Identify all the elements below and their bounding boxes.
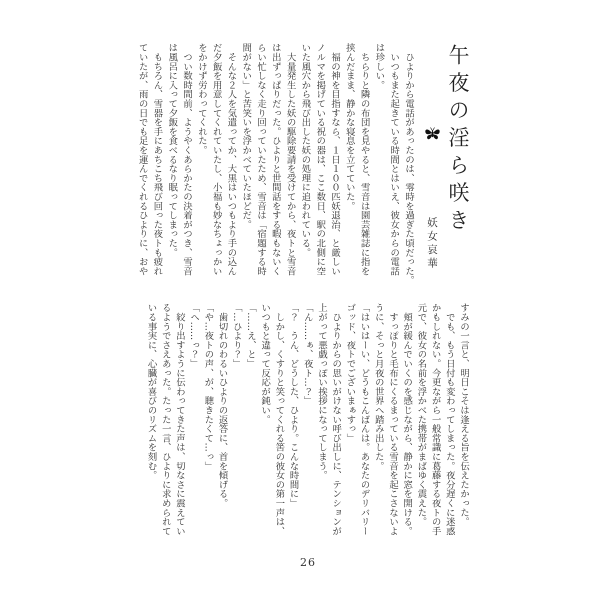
text-column: 大量発生した妖の駆除要請を受けてから、夜トと雪音 bbox=[284, 43, 296, 276]
page-number: 26 bbox=[300, 556, 316, 569]
text-column: ひよりからの思いがけない呼び出しに、テンションが bbox=[330, 303, 342, 536]
text-column: は珍しい。 bbox=[373, 43, 385, 90]
text-column: 「……え、と」 bbox=[244, 303, 256, 369]
text-column: ていたが、雨の日でも足を運んでくれるひよりに、おや bbox=[136, 43, 148, 276]
text-column: 間がない」と苦笑いを浮かべていたほどだ。 bbox=[240, 43, 252, 229]
author-name: 妖女哀華 bbox=[426, 217, 438, 271]
text-column: 「へ……っ？」 bbox=[188, 303, 200, 369]
text-column: かもしれない。今更ながら一般常識に葛藤する夜トの手 bbox=[429, 303, 441, 536]
text-column: しかし、くすりと笑ってくれる筈の彼女の第一声は、 bbox=[273, 303, 285, 536]
text-column: うに、そっと月夜の世界へ踏み出した。 bbox=[372, 303, 384, 471]
text-column: 「はいはーい、どうもこんばんは。あなたのデリバリー bbox=[358, 303, 370, 536]
text-column: 「？ うん、どうした、ひより。こんな時間に」 bbox=[287, 303, 299, 508]
text-column: ひよりから電話があったのは、零時を過ぎた頃だった。 bbox=[403, 43, 414, 285]
lower-text-band bbox=[143, 303, 470, 539]
text-column: 絞り出すように伝わってきた声は、切なさに震えてい bbox=[173, 303, 185, 536]
text-column: 「ん……ぁ、夜ト…？」 bbox=[301, 303, 313, 406]
text-column: いつもまた起きている時間とはいえ、彼女からの電話 bbox=[388, 43, 400, 276]
text-column: は風呂に入って夕飯を食べるなり眠ってしまった。 bbox=[166, 43, 178, 257]
text-column: をかけず労わってくれた。 bbox=[195, 43, 207, 155]
text-column: すっぽりと毛布にくるまっている雪音を起こさないよ bbox=[386, 303, 398, 536]
text-column: 「…ひより？」 bbox=[230, 303, 242, 369]
text-column: 福の神を目指すなら、１日１００匹妖退治、と厳しい bbox=[329, 43, 341, 276]
text-column: いた風穴から飛び出した妖の処理に追われている。 bbox=[299, 43, 311, 257]
text-column: は出ずっぱりだった。ひよりと世間話をする暇もないく bbox=[269, 43, 281, 276]
upper-text-band bbox=[134, 43, 415, 288]
text-column: いる事実に、心臓が喜びのリズムを刻む。 bbox=[145, 303, 157, 480]
text-column: ゴッド、夜トでございまぁすっ」 bbox=[344, 303, 356, 443]
butterfly-icon bbox=[424, 126, 441, 141]
text-column: そんな２人を気遣ってか、大黒はいつもより手の込ん bbox=[225, 43, 237, 276]
text-column: でも、もう日付も変わってしまった。夜分遅くに迷惑 bbox=[443, 303, 455, 536]
text-column: ノルマを掲げている祝の器は、ここ数日、駅の北側に空 bbox=[314, 43, 326, 276]
story-title: 午夜の淫ら咲き bbox=[446, 44, 470, 237]
text-column: すみの一言と、明日こそは逢える旨を伝えたかった。 bbox=[458, 303, 469, 527]
text-column: もちろん、雪器を手にあちこち飛び回った夜トも疲れ bbox=[151, 43, 163, 276]
text-column: るようでさえあった。たった一言、ひよりに求められて bbox=[159, 303, 171, 536]
text-column: 上がって悪戯っぽい挨拶になってしまう。 bbox=[315, 303, 327, 480]
text-column: 挟んだまま、静かな寝息を立てていた。 bbox=[343, 43, 355, 211]
text-column: つい数時間前、ようやくあらかたの決着がつき、雪音 bbox=[181, 43, 193, 276]
text-column: 頬が緩んでいくのを感じながら、静かに窓を開ける。 bbox=[401, 303, 413, 536]
text-column: 歯切れのわるいひよりの返答に、首を傾げる。 bbox=[216, 303, 228, 508]
text-column: 元で、彼女の名前を浮かべた携帯がまばゆく震えた。 bbox=[415, 303, 427, 527]
text-column: 「や…夜トの声、が、聴きたくて…っ」 bbox=[202, 303, 214, 471]
text-column: ちらりと隣の布団を見やると、雪音は園芸雑誌に指を bbox=[358, 43, 370, 276]
text-column: らい忙しなく走り回っていたため、雪音は「宿題する時 bbox=[255, 43, 267, 276]
text-column: だ夕飯を用意してくれていたし、小福も妙なちょっかい bbox=[210, 43, 222, 276]
text-column: いつもと違って反応が鈍い。 bbox=[259, 303, 271, 424]
